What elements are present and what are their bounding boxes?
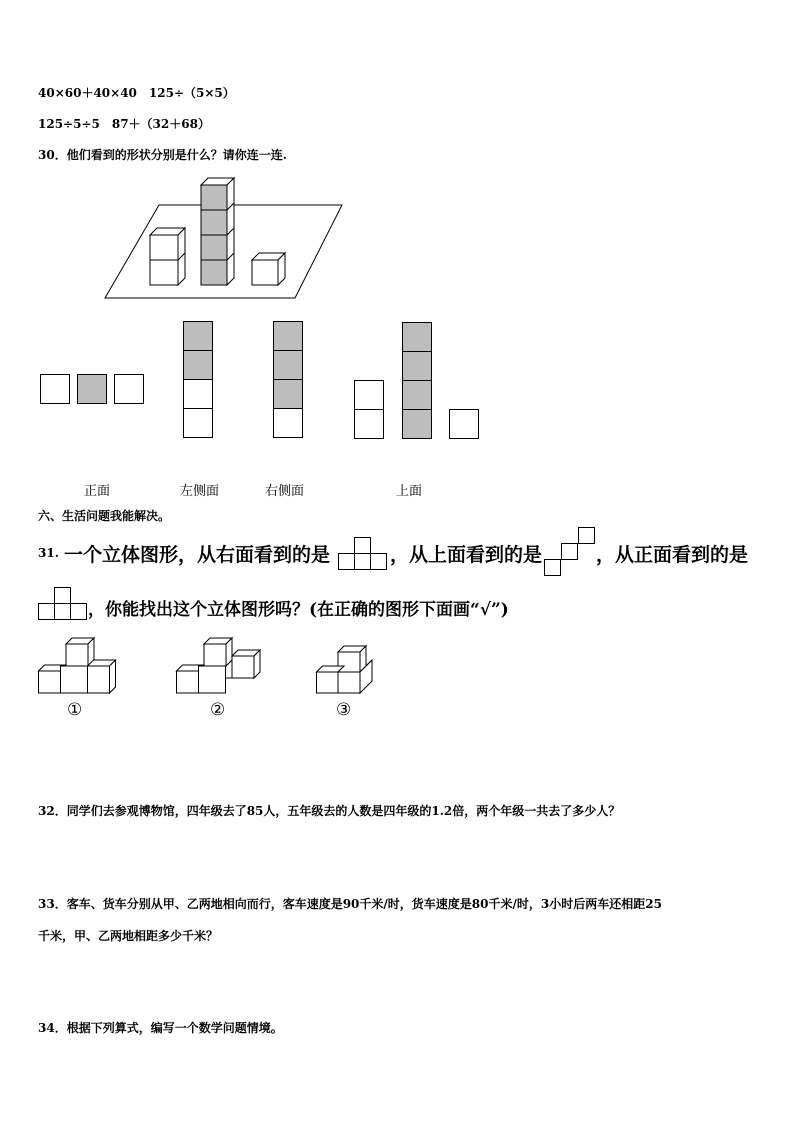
q31-front-view-figure: [38, 586, 94, 622]
view-label-front: 正面: [84, 484, 111, 499]
calc-row-1: 40×60＋40×40 125÷（5×5）: [38, 86, 235, 100]
q30-top-view: [353, 321, 483, 439]
q31-text-b: ，从上面看到的是: [390, 544, 543, 566]
q33-line-1: 33．客车、货车分别从甲、乙两地相向而行，客车速度是90千米/时，货车速度是80千米/时，3小时后两车还相距25: [38, 897, 662, 911]
q31-option-3-figure: [316, 640, 396, 700]
q31-text-a: 一个立体图形，从右面看到的是: [64, 544, 331, 566]
q31-option-2-label: ②: [210, 700, 226, 720]
section-6-title: 六、生活问题我能解决。: [38, 509, 171, 523]
q31-option-2-figure: [176, 634, 266, 694]
view-label-top: 上面: [396, 484, 423, 499]
q30-scene-figure: [100, 175, 360, 305]
q31-top-view-figure: [543, 526, 599, 582]
view-label-left: 左侧面: [180, 484, 220, 499]
q30-front-view: [40, 374, 150, 406]
q31-right-view-figure: [338, 536, 394, 572]
calc-row-2: 125÷5÷5 87＋（32＋68）: [38, 117, 210, 131]
q30-text: 30．他们看到的形状分别是什么？请你连一连.: [38, 148, 287, 162]
q33-line-2: 千米，甲、乙两地相距多少千米？: [38, 929, 219, 943]
q32-text: 32．同学们去参观博物馆，四年级去了85人，五年级去的人数是四年级的1.2倍，两个年级一共去了多少人？: [38, 804, 621, 818]
q30-left-view: [183, 321, 215, 439]
q31-number: 31.: [38, 546, 59, 560]
view-label-right: 右侧面: [265, 484, 305, 499]
q31-text-c: ，从正面看到的是: [596, 544, 749, 566]
q31-option-3-label: ③: [336, 700, 352, 720]
q31-text-d: ，你能找出这个立体图形吗？(在正确的图形下面画“√”): [88, 600, 509, 620]
q31-option-1-figure: [38, 634, 123, 694]
q31-option-1-label: ①: [67, 700, 83, 720]
q34-text: 34．根据下列算式，编写一个数学问题情境。: [38, 1021, 283, 1035]
q30-right-view: [273, 321, 305, 439]
